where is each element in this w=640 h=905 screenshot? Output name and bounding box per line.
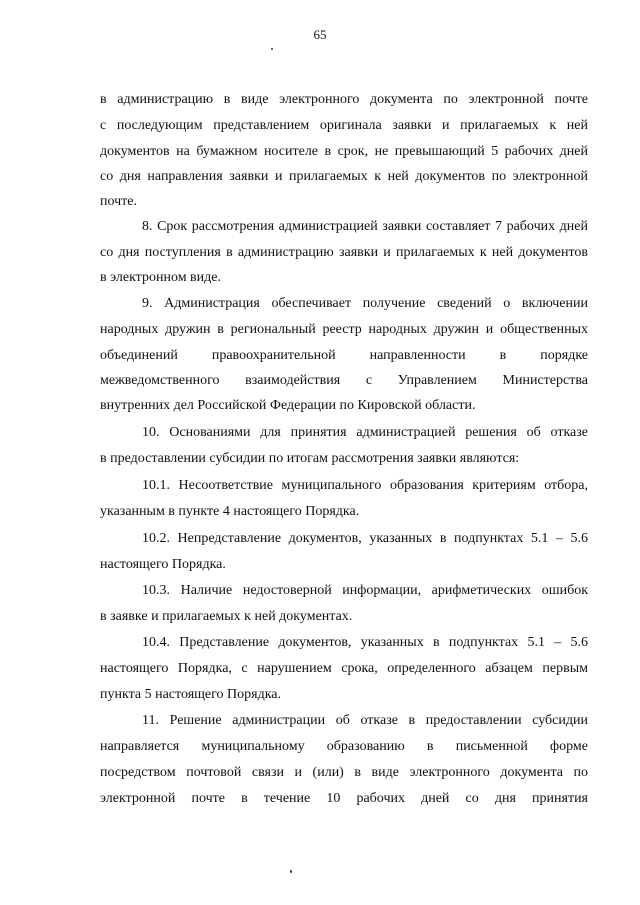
text-line: настоящего Порядка, с нарушением срока, определенного абзацем первым [100, 661, 588, 676]
text-line: с последующим представлением оригинала заявки и прилагаемых к ней [100, 118, 588, 133]
text-line: в администрацию в виде электронного документа по электронной почте [100, 92, 588, 107]
text-line: 10. Основаниями для принятия администрацией решения об отказе [142, 425, 588, 440]
text-line: народных дружин в региональный реестр народных дружин и общественных [100, 322, 588, 337]
page-number: 65 [313, 27, 327, 42]
text-line: 10.4. Представление документов, указанных в подпунктах 5.1 – 5.6 [142, 635, 588, 650]
text-line: 10.3. Наличие недостоверной информации, арифметических ошибок [142, 583, 588, 598]
text-line: 10.1. Несоответствие муниципального образования критериям отбора, [142, 478, 588, 493]
text-line: в заявке и прилагаемых к ней документах. [100, 609, 353, 624]
text-line: почте. [100, 194, 138, 209]
text-line: со дня направления заявки и прилагаемых к ней документов по электронной [100, 169, 588, 184]
scan-speck [271, 48, 273, 50]
text-line: пункта 5 настоящего Порядка. [100, 687, 281, 702]
text-line: межведомственного взаимодействия с Управлением Министерства [100, 373, 588, 388]
text-line: посредством почтовой связи и (или) в виде электронного документа по [100, 765, 588, 780]
text-line: со дня поступления в администрацию заявки и прилагаемых к ней документов [100, 245, 588, 260]
text-line: направляется муниципальному образованию в письменной форме [100, 739, 588, 754]
text-line: объединений правоохранительной направленности в порядке [100, 348, 588, 363]
text-line: 10.2. Непредставление документов, указанных в подпунктах 5.1 – 5.6 [142, 531, 588, 546]
text-line: электронной почте в течение 10 рабочих дней со дня принятия [100, 791, 588, 806]
text-line: настоящего Порядка. [100, 557, 226, 572]
text-line: внутренних дел Российской Федерации по Кировской области. [100, 398, 476, 413]
text-line: в электронном виде. [100, 270, 221, 285]
text-line: 9. Администрация обеспечивает получение сведений о включении [142, 296, 588, 311]
scan-speck [290, 870, 292, 873]
text-line: документов на бумажном носителе в срок, не превышающий 5 рабочих дней [100, 144, 588, 159]
text-line: в предоставлении субсидии по итогам рассмотрения заявки являются: [100, 451, 520, 466]
text-line: 11. Решение администрации об отказе в предоставлении субсидии [142, 713, 588, 728]
text-line: указанным в пункте 4 настоящего Порядка. [100, 504, 360, 519]
text-line: 8. Срок рассмотрения администрацией заявки составляет 7 рабочих дней [142, 219, 588, 234]
